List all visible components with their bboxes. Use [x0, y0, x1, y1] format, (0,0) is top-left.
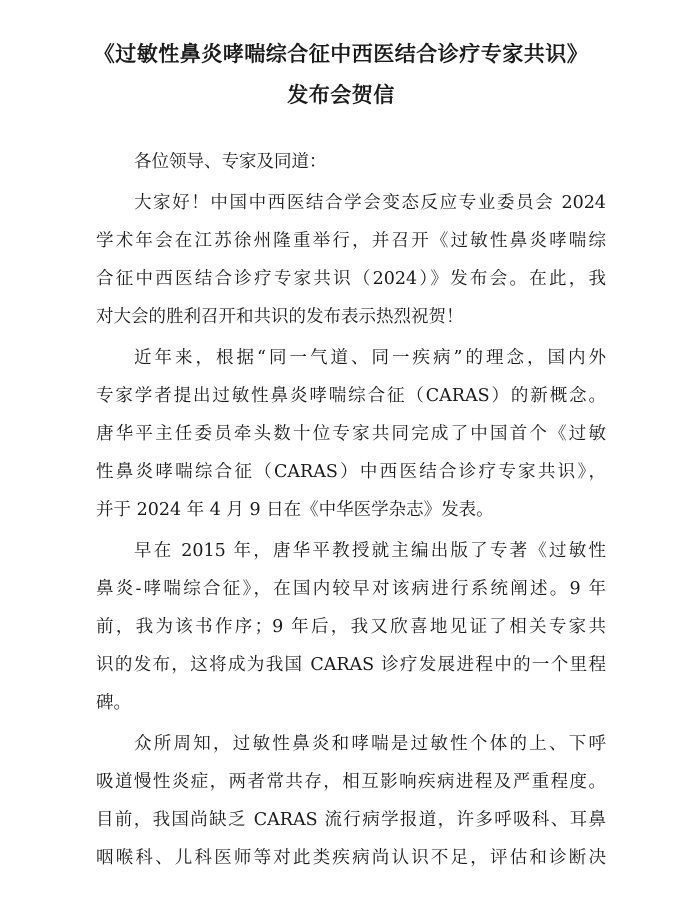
paragraph-2-line-3: 唐华平主任委员牵头数十位专家共同完成了中国首个《过敏 [96, 424, 606, 444]
paragraph-2-line-2: 专家学者提出过敏性鼻炎哮喘综合征（CARAS）的新概念。 [96, 386, 606, 406]
paragraph-4-line-1: 众所周知，过敏性鼻炎和哮喘是过敏性个体的上、下呼 [134, 734, 606, 754]
paragraph-2-line-1: 近年来，根据“同一气道、同一疾病”的理念，国内外 [134, 348, 606, 368]
salutation: 各位领导、专家及同道： [134, 152, 327, 172]
paragraph-1-line-1: 大家好！中国中西医结合学会变态反应专业委员会 2024 [134, 193, 606, 213]
paragraph-2-line-5: 并于 2024 年 4 月 9 日在《中华医学杂志》发表。 [96, 500, 494, 520]
paragraph-4-line-3: 目前，我国尚缺乏 CARAS 流行病学报道，许多呼吸科、耳鼻 [96, 810, 606, 830]
document-title-line-1: 《过敏性鼻炎哮喘综合征中西医结合诊疗专家共识》 [93, 41, 589, 66]
paragraph-3-line-3: 前，我为该书作序；9 年后，我又欣喜地见证了相关专家共 [96, 617, 606, 637]
paragraph-3-line-1: 早在 2015 年，唐华平教授就主编出版了专著《过敏性 [134, 541, 606, 561]
paragraph-4-line-2: 吸道慢性炎症，两者常共存，相互影响疾病进程及严重程度。 [96, 772, 606, 792]
paragraph-3-line-2: 鼻炎-哮喘综合征》，在国内较早对该病进行系统阐述。9 年 [96, 579, 606, 599]
paragraph-2-line-4: 性鼻炎哮喘综合征（CARAS）中西医结合诊疗专家共识》， [96, 462, 606, 482]
paragraph-3-line-4: 识的发布，这将成为我国 CARAS 诊疗发展进程中的一个里程 [96, 655, 606, 675]
paragraph-3-line-5: 碑。 [96, 693, 131, 713]
paragraph-4-line-4: 咽喉科、儿科医师等对此类疾病尚认识不足，评估和诊断决 [96, 848, 606, 868]
paragraph-1-line-4: 对大会的胜利召开和共识的发布表示热烈祝贺！ [96, 307, 464, 327]
document-title-line-2: 发布会贺信 [287, 82, 395, 107]
paragraph-1-line-3: 合征中西医结合诊疗专家共识（2024）》发布会。在此，我 [96, 269, 606, 289]
paragraph-1-line-2: 学术年会在江苏徐州隆重举行，并召开《过敏性鼻炎哮喘综 [96, 231, 606, 251]
